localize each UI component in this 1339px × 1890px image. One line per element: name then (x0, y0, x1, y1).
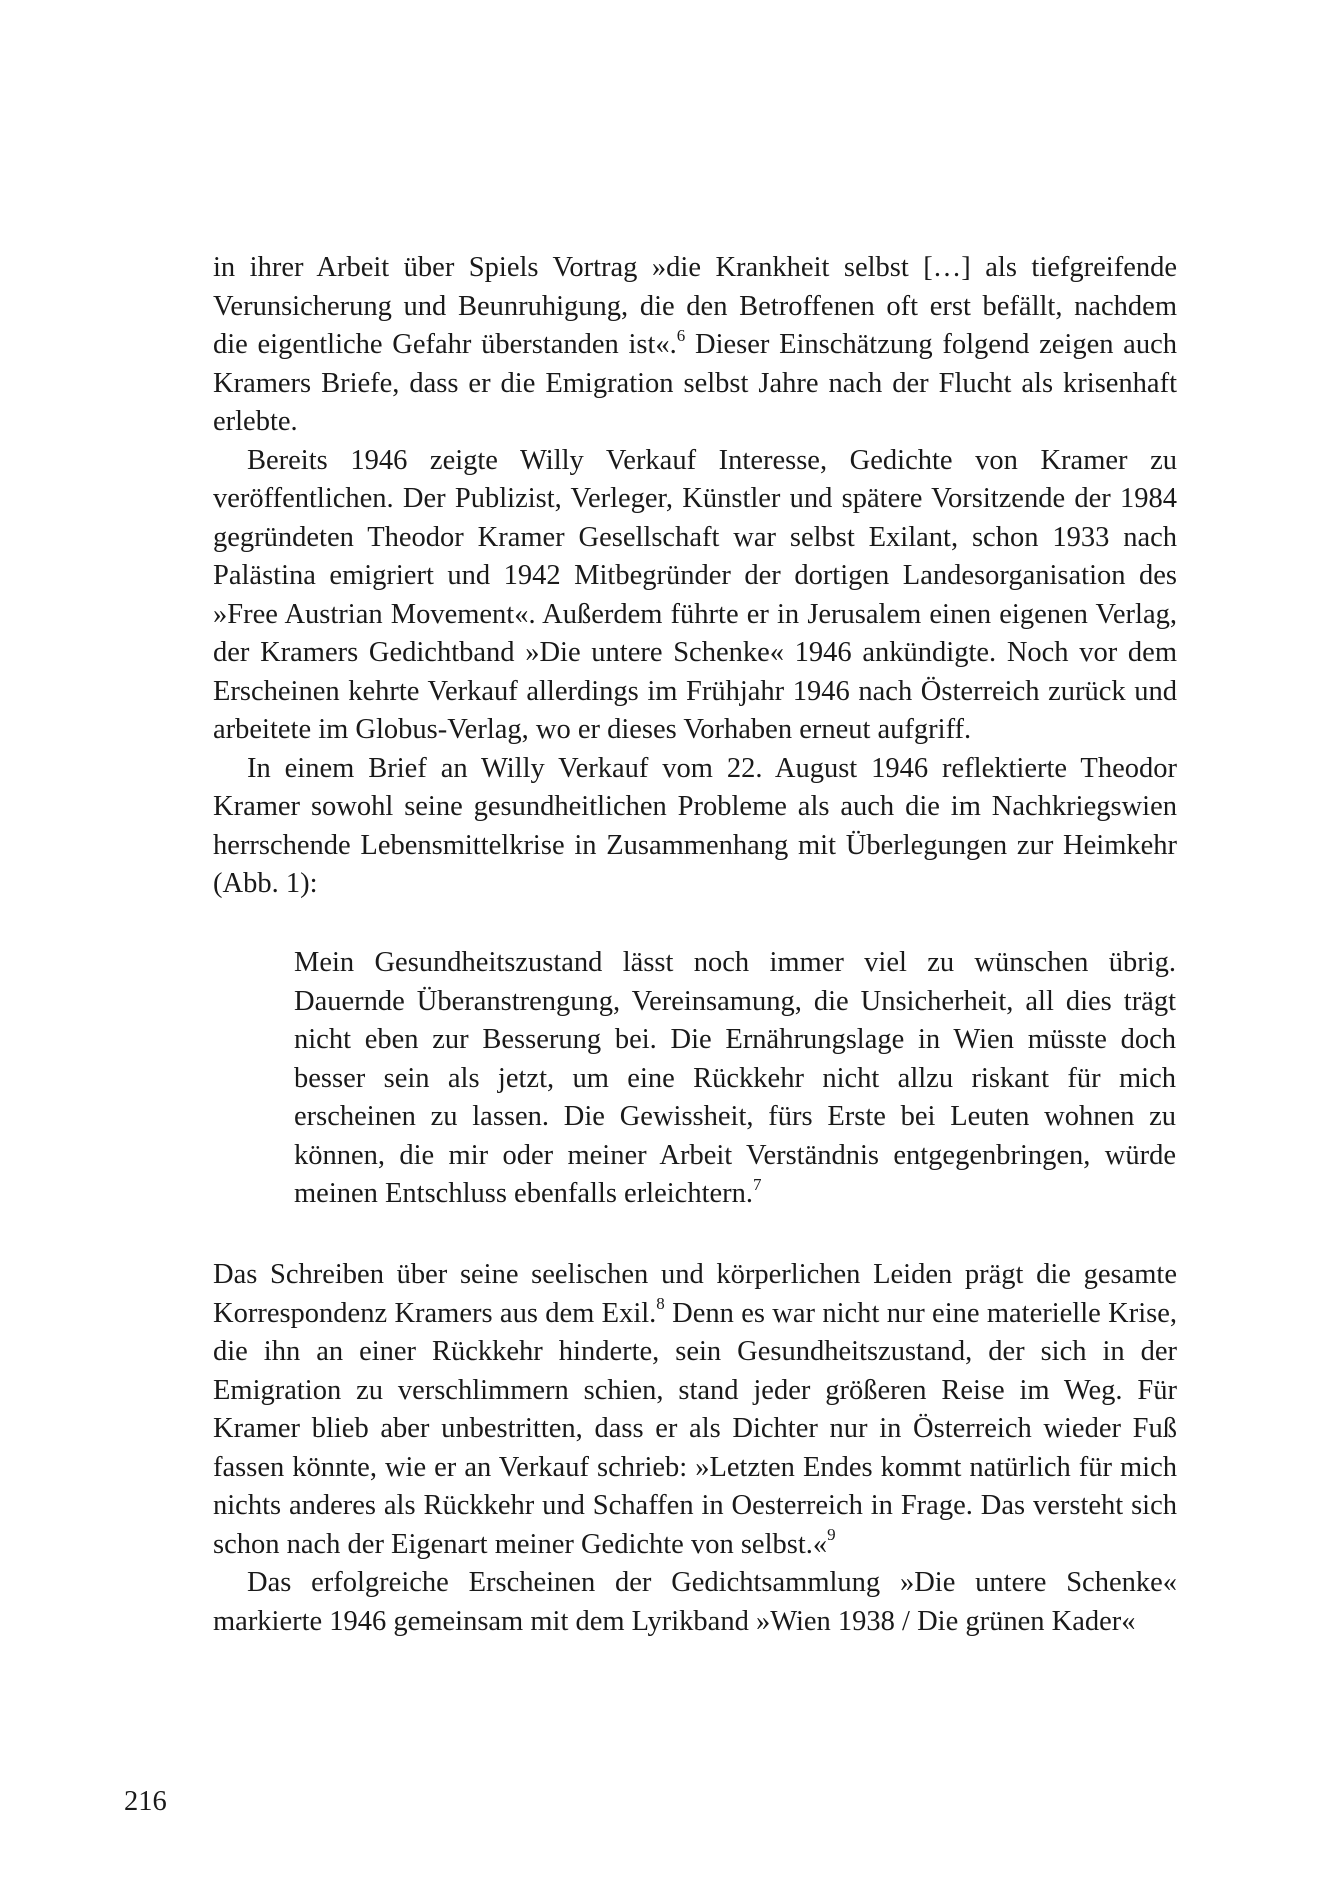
paragraph-4-text: Das Schreiben über seine seelischen und körperlichen Leiden prägt die gesamte Korrespondenz Kramers aus dem Exil. (213, 1259, 1177, 1329)
paragraph-1-text: in ihrer Arbeit über Spiels Vortrag »die Krankheit selbst […] als tiefgreifende Verunsicherung und Beunruhigung, die den Betroffenen oft erst befällt, nachdem die eigentliche Gefahr überstanden ist«. (213, 252, 1177, 360)
paragraph-1-tail: Dieser Einschätzung folgend zeigen auch Kramers Briefe, dass er die Emigration selbst Jahre nach der Flucht als krisenhaft erlebte. (213, 329, 1177, 437)
paragraph-4 (213, 1256, 1177, 1564)
paragraph-3: In einem Brief an Willy Verkauf vom 22. August 1946 reflektierte Theodor Kramer sowohl seine gesundheitlichen Probleme als auch die im Nachkriegswien herrschende Lebensmittelkrise in Zusammenhang mit Überlegungen zur Heimkehr (Abb. 1): (213, 752, 1177, 899)
paragraph-5: Das erfolgreiche Erscheinen der Gedichtsammlung »Die untere Schenke« markierte 1946 gemeinsam mit dem Lyrikband »Wien 1938 / Die grünen Kader« (213, 1567, 1177, 1637)
block-quote-text: Mein Gesundheitszustand lässt noch immer viel zu wünschen übrig. Dauernde Überanstrengung, Vereinsamung, die Unsicherheit, all dies trägt nicht eben zur Besserung bei. Die Ernährungslage in Wien müsste doch besser sein als jetzt, um eine Rückkehr nicht allzu riskant für mich erscheinen zu lassen. Die Gewissheit, fürs Erste bei Leuten wohnen zu können, die mir oder meiner Arbeit Verständnis entgegenbringen, würde meinen Entschluss ebenfalls erleichtern. (294, 947, 1176, 1209)
paragraph-1 (213, 249, 1177, 442)
page-number: 216 (124, 1786, 167, 1817)
footnote-ref-9: 9 (827, 1525, 836, 1544)
body-text-top (213, 249, 1177, 904)
body-text-bottom (213, 1256, 1177, 1641)
footnote-ref-7: 7 (753, 1174, 762, 1194)
paragraph-4-tail: Denn es war nicht nur eine materielle Krise, die ihn an einer Rückkehr hinderte, sein Gesundheitszustand, der sich in der Emigration zu verschlimmern schien, stand jeder größeren Reise im Weg. Für Kramer blieb aber unbestritten, dass er als Dichter nur in Österreich wieder Fuß fassen könnte, wie er an Verkauf schrieb: »Letzten Endes kommt natürlich für mich nichts anderes als Rückkehr und Schaffen in Oesterreich in Frage. Das versteht sich schon nach der Eigenart meiner Gedichte von selbst.« (213, 1297, 1177, 1560)
block-quote (294, 944, 1176, 1214)
footnote-ref-8: 8 (656, 1294, 665, 1313)
footnote-ref-6: 6 (676, 325, 686, 345)
paragraph-2: Bereits 1946 zeigte Willy Verkauf Interesse, Gedichte von Kramer zu veröffentlichen. Der Publizist, Verleger, Künstler und spätere Vorsitzende der 1984 gegründeten Theodor Kramer Gesellschaft war selbst Exilant, schon 1933 nach Palästina emigriert und 1942 Mitbegründer der dortigen Landesorganisation des »Free Austrian Movement«. Außerdem führte er in Jerusalem einen eigenen Verlag, der Kramers Gedichtband »Die untere Schenke« 1946 ankündigte. Noch vor dem Erscheinen kehrte Verkauf allerdings im Frühjahr 1946 nach Österreich zurück und arbeitete im Globus-Verlag, wo er dieses Vorhaben erneut aufgriff. (213, 444, 1177, 745)
